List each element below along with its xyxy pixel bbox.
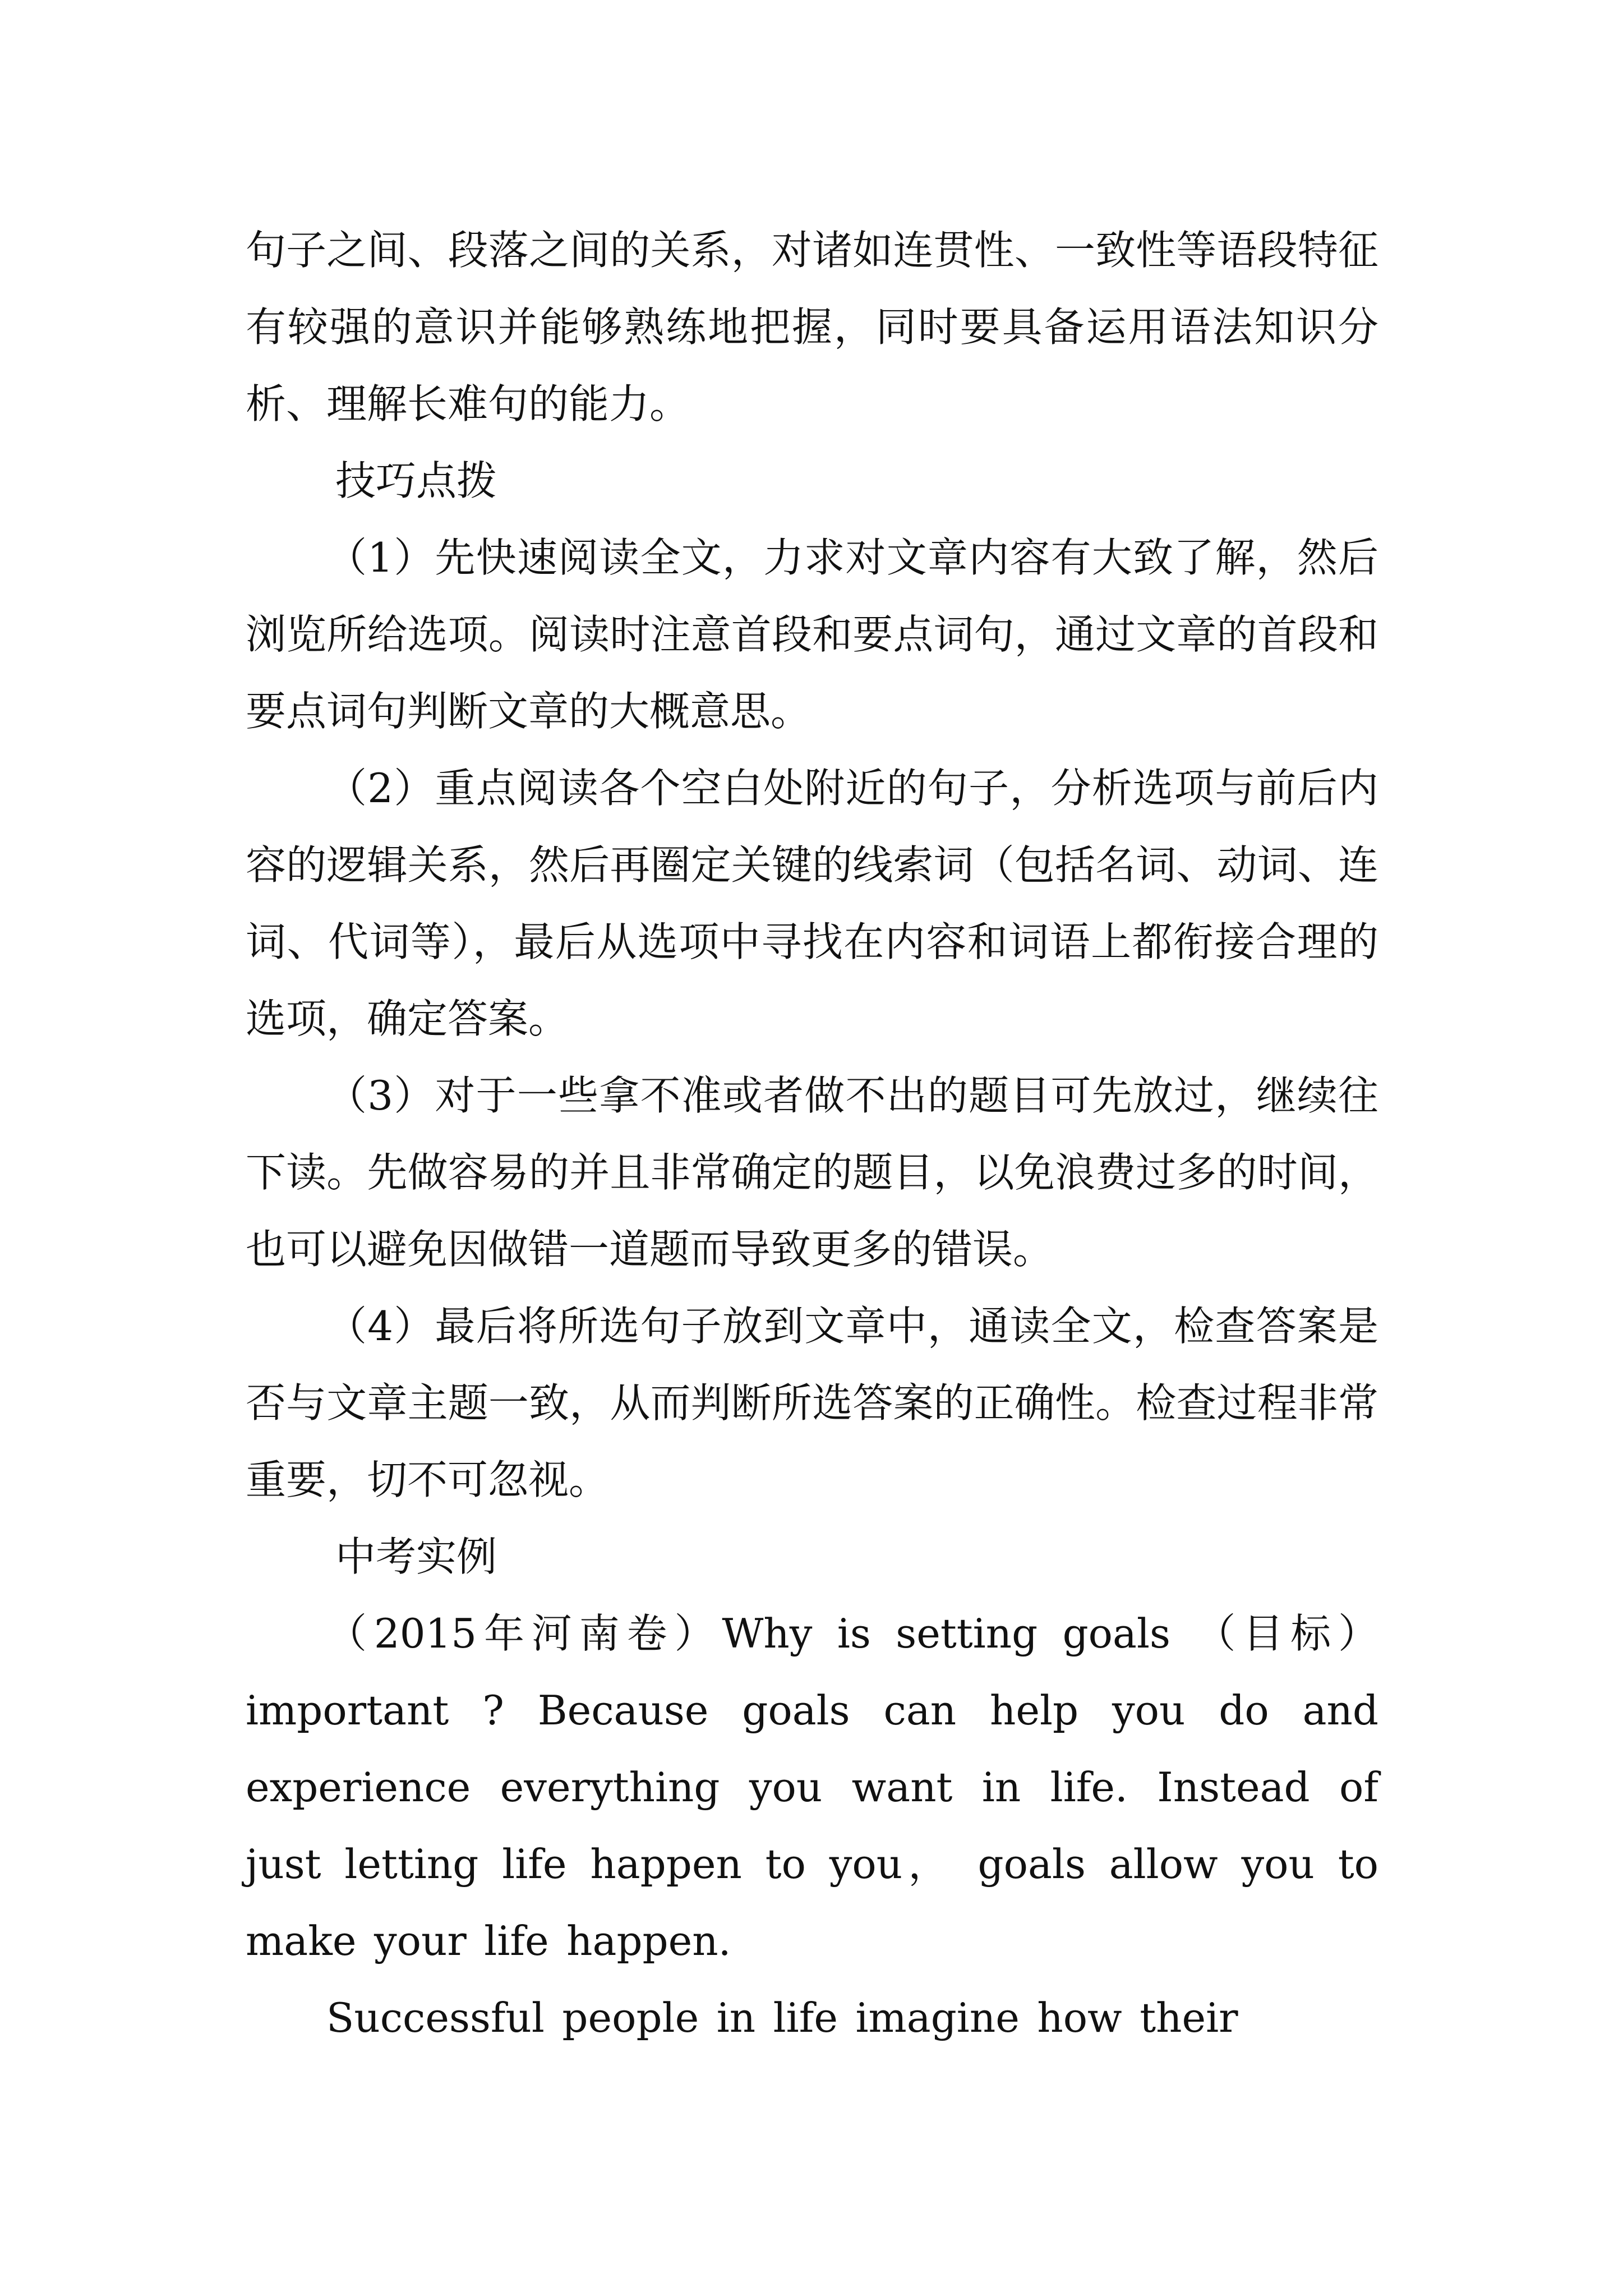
section-heading-tips: 技巧点拨	[335, 457, 497, 504]
tip-paragraph-2: （2）重点阅读各个空白处附近的句子，分析选项与前后内容的逻辑关系，然后再圈定关键的线索词（包括名词、动词、连词、代词等），最后从选项中寻找在内容和词语上都衔接合理的选项，确定答案。	[246, 765, 1378, 1042]
example-paragraph-1: （2015年河南卷）Why is setting goals （目标） important ? Because goals can help you do and experience everything you want in life. Instead of just letting life happen to you， goals allow you to make your life happen.	[246, 1610, 1378, 1964]
document-body	[246, 212, 1378, 2056]
tip-paragraph-4: （4）最后将所选句子放到文章中，通读全文，检查答案是否与文章主题一致，从而判断所选答案的正确性。检查过程非常重要，切不可忽视。	[246, 1303, 1378, 1503]
example-paragraph-2: Successful people in life imagine how their	[326, 1994, 1238, 2041]
section-heading-examples: 中考实例	[335, 1533, 497, 1580]
paragraph-continuation: 句子之间、段落之间的关系，对诸如连贯性、一致性等语段特征有较强的意识并能够熟练地把握，同时要具备运用语法知识分析、理解长难句的能力。	[246, 227, 1378, 427]
tip-paragraph-1: （1）先快速阅读全文，力求对文章内容有大致了解，然后浏览所给选项。阅读时注意首段和要点词句，通过文章的首段和要点词句判断文章的大概意思。	[246, 534, 1378, 735]
tip-paragraph-3: （3）对于一些拿不准或者做不出的题目可先放过，继续往下读。先做容易的并且非常确定的题目，以免浪费过多的时间，也可以避免因做错一道题而导致更多的错误。	[246, 1072, 1378, 1273]
